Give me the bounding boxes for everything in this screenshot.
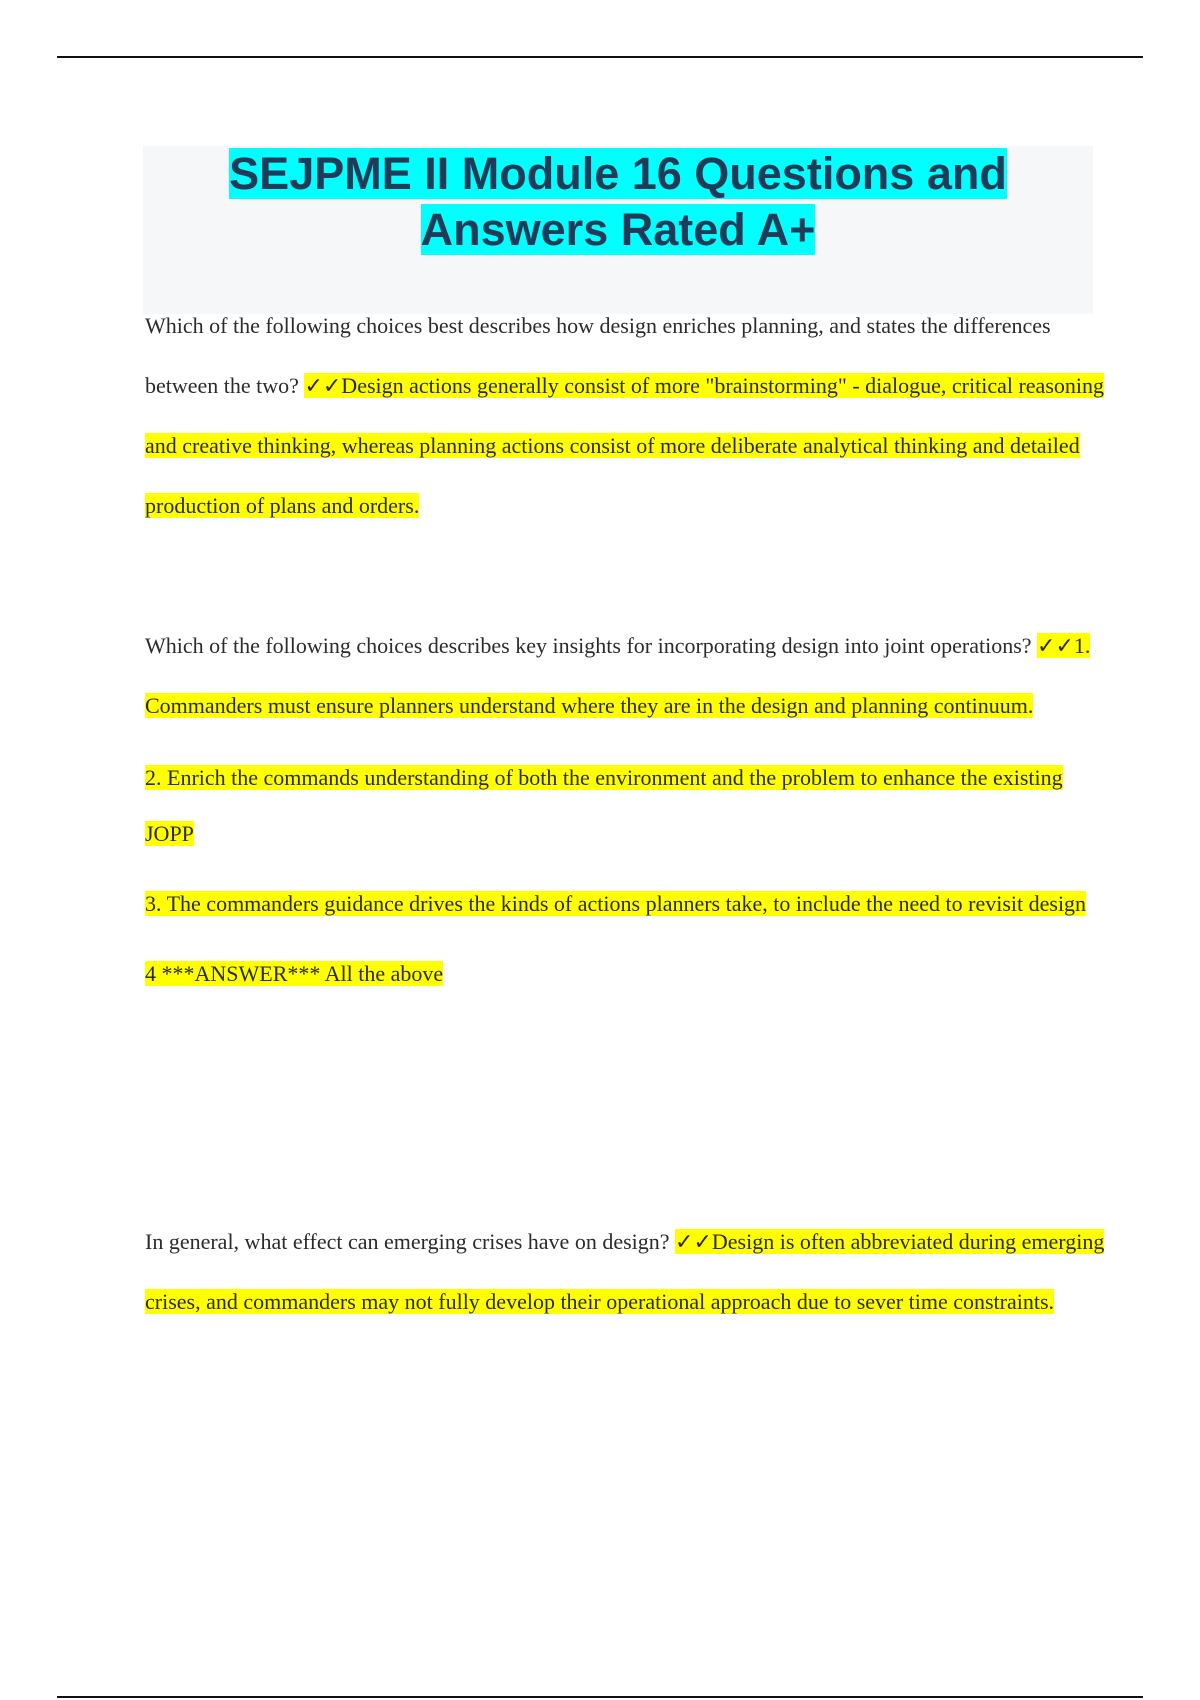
title-banner xyxy=(143,146,1093,314)
question-text: Which of the following choices best describes how design enriches planning, and states the differences between the two? xyxy=(145,313,1051,398)
qa-item-1 xyxy=(145,296,1105,536)
question-text: In general, what effect can emerging crises have on design? xyxy=(145,1229,670,1254)
answer-sub-item: 2. Enrich the commands understanding of both the environment and the problem to enhance the existing JOPP xyxy=(145,765,1063,846)
qa-item-2 xyxy=(145,616,1105,1002)
answer-text: ✓✓Design is often abbreviated during emerging crises, and commanders may not fully develop their operational approach due to sever time constraints. xyxy=(145,1229,1105,1314)
qa-item-3 xyxy=(145,1212,1105,1332)
answer-sub-item: 3. The commanders guidance drives the kinds of actions planners take, to include the need to revisit design xyxy=(145,891,1087,916)
answer-text: ✓✓Design actions generally consist of more "brainstorming" - dialogue, critical reasoning and creative thinking, whereas planning actions consist of more deliberate analytical thinking and detailed production of plans and orders. xyxy=(145,373,1104,518)
document-title: SEJPME II Module 16 Questions and Answers Rated A+ xyxy=(229,148,1007,255)
answer-sub-item: 4 ***ANSWER*** All the above xyxy=(145,961,444,986)
bottom-rule xyxy=(57,1696,1143,1698)
question-text: Which of the following choices describes key insights for incorporating design into joint operations? xyxy=(145,633,1032,658)
answer-text: ✓✓1. Commanders must ensure planners understand where they are in the design and planning continuum. xyxy=(145,633,1091,718)
top-rule xyxy=(57,56,1143,58)
